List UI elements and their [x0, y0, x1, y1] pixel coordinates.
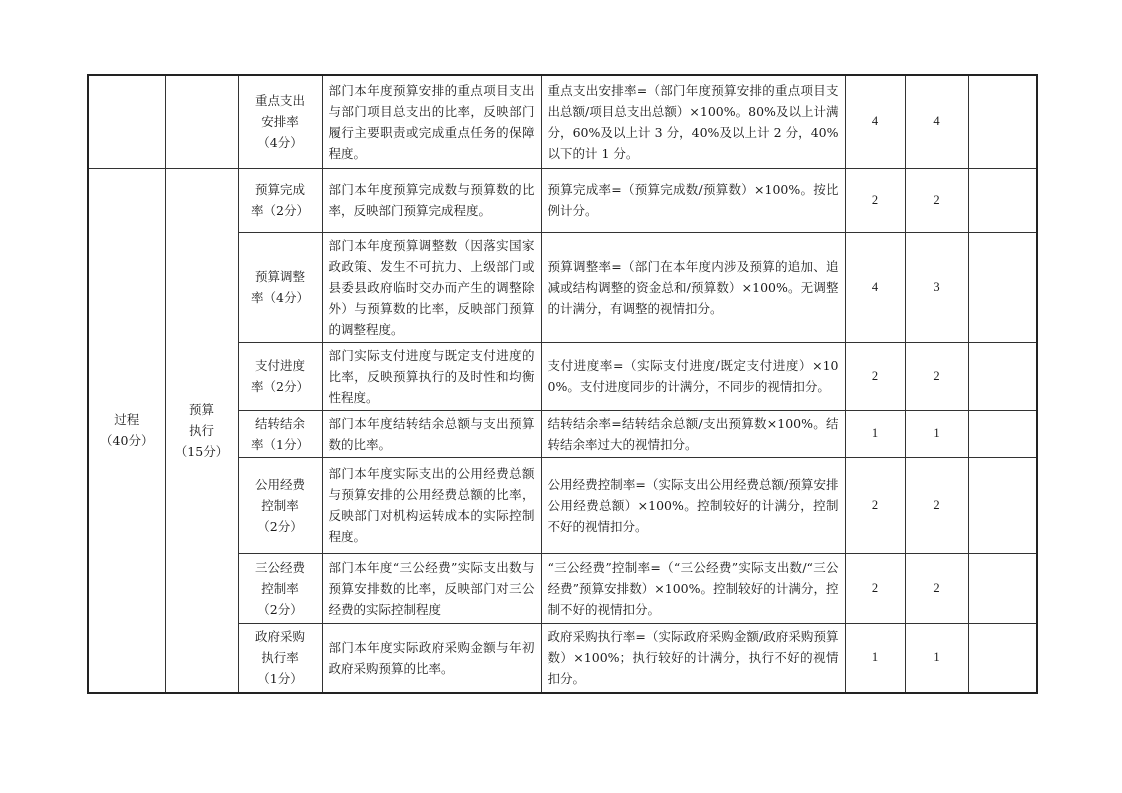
indicator-name-line: （2分） [257, 518, 303, 534]
actual-score: 1 [905, 410, 968, 457]
full-score: 1 [845, 410, 905, 457]
indicator-name-line: 率（2分） [251, 203, 309, 218]
indicator-description: 部门本年度结转结余总额与支出预算数的比率。 [322, 410, 541, 457]
remark-cell [968, 553, 1037, 623]
indicator-name-cell [238, 553, 322, 623]
level2-indicator-score: （15分） [174, 443, 229, 459]
indicator-description: 部门本年度预算完成数与预算数的比率，反映部门预算完成程度。 [322, 168, 541, 232]
full-score: 2 [845, 342, 905, 410]
remark-cell [968, 75, 1037, 168]
indicator-name-line: 预算完成 [254, 182, 305, 197]
indicator-name-line: 控制率 [261, 497, 299, 513]
remark-cell [968, 623, 1037, 693]
scoring-criteria: 政府采购执行率=（实际政府采购金额/政府采购预算数）×100%；执行较好的计满分，执行不好的视情扣分。 [541, 623, 845, 693]
indicator-description: 部门本年度预算安排的重点项目支出与部门项目总支出的比率，反映部门履行主要职责或完成重点任务的保障程度。 [322, 75, 541, 168]
full-score: 2 [845, 457, 905, 553]
remark-cell [968, 232, 1037, 342]
indicator-name-line: 率（2分） [251, 379, 309, 394]
level2-indicator-label: 预算 [188, 401, 214, 417]
scoring-criteria: “三公经费”控制率=（“三公经费”实际支出数/“三公经费”预算安排数）×100%。控制较好的计满分，控制不好的视情扣分。 [541, 553, 845, 623]
indicator-description: 部门本年度“三公经费”实际支出数与预算安排数的比率，反映部门对三公经费的实际控制程度 [322, 553, 541, 623]
indicator-name-cell [238, 232, 322, 342]
indicator-description: 部门本年度实际支出的公用经费总额与预算安排的公用经费总额的比率，反映部门对机构运转成本的实际控制程度。 [322, 457, 541, 553]
scoring-criteria: 预算调整率=（部门在本年度内涉及预算的追加、追减或结构调整的资金总和/预算数）×100%。无调整的计满分，有调整的视情扣分。 [541, 232, 845, 342]
remark-cell [968, 457, 1037, 553]
indicator-description: 部门实际支付进度与既定支付进度的比率，反映预算执行的及时性和均衡性程度。 [322, 342, 541, 410]
table-row [88, 75, 1037, 168]
scoring-criteria: 预算完成率=（预算完成数/预算数）×100%。按比例计分。 [541, 168, 845, 232]
indicator-name-cell [238, 623, 322, 693]
level1-indicator-score: （40分） [100, 433, 154, 449]
indicator-name-line: 执行率 [261, 650, 299, 666]
table-row [88, 168, 1037, 232]
scoring-criteria: 结转结余率=结转结余总额/支出预算数×100%。结转结余率过大的视情扣分。 [541, 410, 845, 457]
scoring-criteria: 重点支出安排率=（部门年度预算安排的重点项目支出总额/项目总支出总额）×100%。80%及以上计满分，60%及以上计 3 分，40%及以上计 2 分，40%以下的计 1 分。 [541, 75, 845, 168]
full-score: 4 [845, 75, 905, 168]
indicator-name-line: 安排率 [261, 114, 299, 130]
indicator-name-cell [238, 457, 322, 553]
performance-evaluation-table [87, 74, 1038, 694]
indicator-description: 部门本年度实际政府采购金额与年初政府采购预算的比率。 [322, 623, 541, 693]
level1-indicator-cell [88, 168, 165, 693]
remark-cell [968, 410, 1037, 457]
indicator-name-line: 三公经费 [254, 559, 305, 575]
level1-indicator-label: 过程 [114, 412, 140, 428]
indicator-name-line: 支付进度 [254, 358, 305, 373]
indicator-name-cell [238, 342, 322, 410]
indicator-description: 部门本年度预算调整数（因落实国家政政策、发生不可抗力、上级部门或县委县政府临时交办而产生的调整除外）与预算数的比率，反映部门预算的调整程度。 [322, 232, 541, 342]
actual-score: 1 [905, 623, 968, 693]
scoring-criteria: 公用经费控制率=（实际支出公用经费总额/预算安排公用经费总额）×100%。控制较好的计满分，控制不好的视情扣分。 [541, 457, 845, 553]
full-score: 2 [845, 553, 905, 623]
full-score: 2 [845, 168, 905, 232]
indicator-name-line: 率（4分） [251, 290, 309, 305]
level1-indicator-cell-empty [88, 75, 165, 168]
actual-score: 2 [905, 457, 968, 553]
indicator-name-line: （4分） [257, 135, 303, 151]
actual-score: 2 [905, 168, 968, 232]
actual-score: 2 [905, 553, 968, 623]
level2-indicator-cell [165, 168, 238, 693]
remark-cell [968, 168, 1037, 232]
indicator-name-line: 控制率 [261, 580, 299, 596]
actual-score: 3 [905, 232, 968, 342]
indicator-name-line: 预算调整 [254, 269, 305, 284]
indicator-name-cell [238, 168, 322, 232]
indicator-name-line: 重点支出 [254, 93, 305, 109]
indicator-name-line: （2分） [257, 601, 303, 617]
level2-indicator-label: 执行 [188, 422, 214, 438]
scoring-criteria: 支付进度率=（实际支付进度/既定支付进度）×100%。支付进度同步的计满分，不同步的视情扣分。 [541, 342, 845, 410]
actual-score: 4 [905, 75, 968, 168]
indicator-name-line: 公用经费 [254, 476, 305, 492]
indicator-name-line: 结转结余 [254, 415, 305, 431]
indicator-name-cell [238, 75, 322, 168]
indicator-name-line: 率（1分） [251, 436, 309, 452]
full-score: 1 [845, 623, 905, 693]
full-score: 4 [845, 232, 905, 342]
indicator-name-line: 政府采购 [254, 629, 305, 645]
actual-score: 2 [905, 342, 968, 410]
indicator-name-line: （1分） [257, 671, 303, 687]
level2-indicator-cell-empty [165, 75, 238, 168]
indicator-name-cell [238, 410, 322, 457]
remark-cell [968, 342, 1037, 410]
